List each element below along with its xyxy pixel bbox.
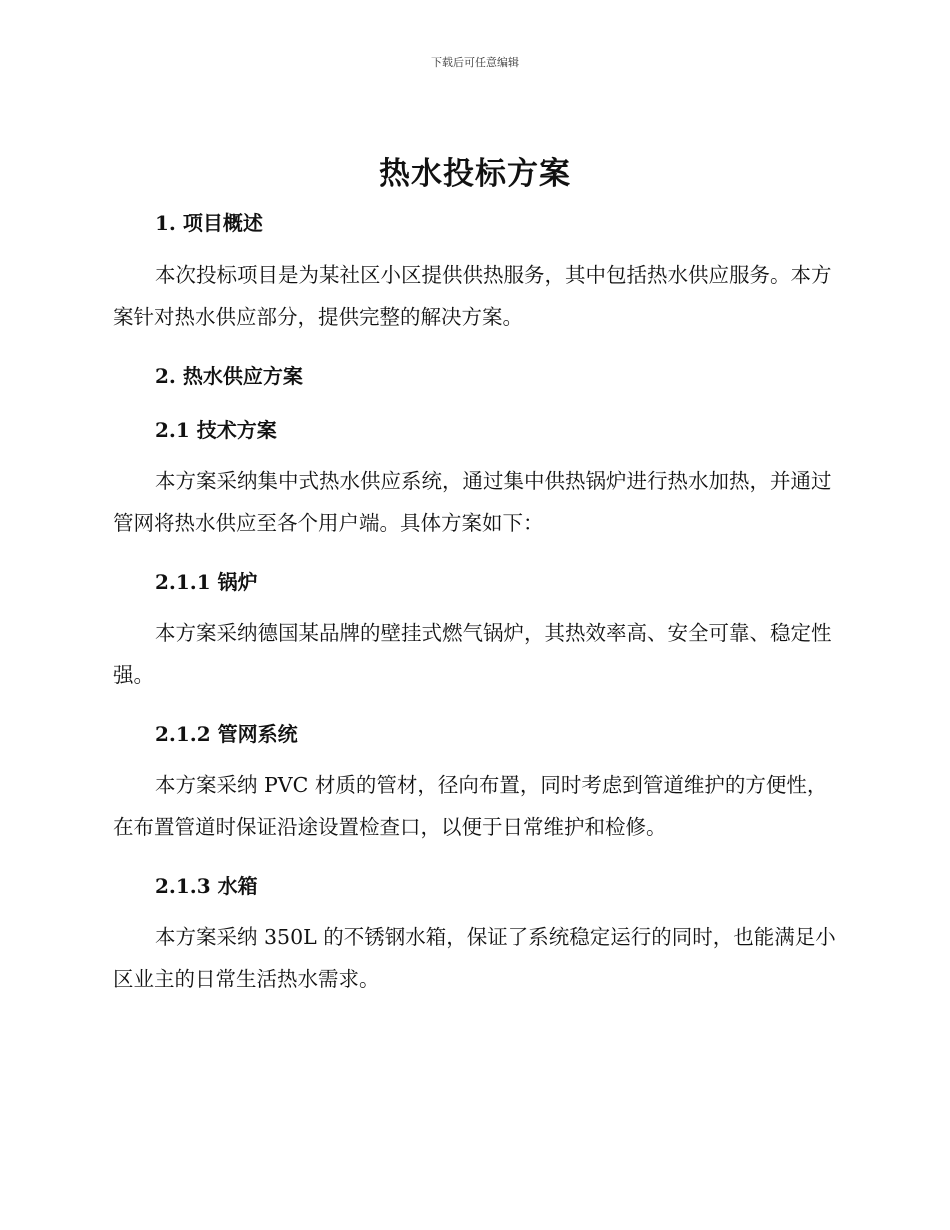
section-heading-technical-plan: 2.1 技术方案 bbox=[155, 418, 277, 442]
paragraph-water-tank: 本方案采纳 350L 的不锈钢水箱，保证了系统稳定运行的同时，也能满足小区业主的日常生活热水需求。 bbox=[113, 925, 836, 991]
paragraph-boiler: 本方案采纳德国某品牌的壁挂式燃气锅炉，其热效率高、安全可靠、稳定性强。 bbox=[113, 621, 832, 687]
section-heading-pipe-network: 2.1.2 管网系统 bbox=[155, 722, 298, 746]
paragraph-technical-plan: 本方案采纳集中式热水供应系统，通过集中供热锅炉进行热水加热，并通过管网将热水供应至各个用户端。具体方案如下： bbox=[113, 469, 832, 535]
section-heading-boiler: 2.1.1 锅炉 bbox=[155, 570, 258, 594]
section-heading-hot-water-plan: 2. 热水供应方案 bbox=[155, 364, 303, 388]
section-heading-overview: 1. 项目概述 bbox=[155, 211, 263, 235]
paragraph-overview: 本次投标项目是为某社区小区提供供热服务，其中包括热水供应服务。本方案针对热水供应部分，提供完整的解决方案。 bbox=[113, 263, 832, 329]
section-heading-water-tank: 2.1.3 水箱 bbox=[155, 874, 258, 898]
paragraph-pipe-network: 本方案采纳 PVC 材质的管材，径向布置，同时考虑到管道维护的方便性，在布置管道时保证沿途设置检查口，以便于日常维护和检修。 bbox=[113, 773, 828, 839]
page-header-note: 下载后可任意编辑 bbox=[431, 56, 519, 69]
document-title: 热水投标方案 bbox=[379, 156, 571, 192]
